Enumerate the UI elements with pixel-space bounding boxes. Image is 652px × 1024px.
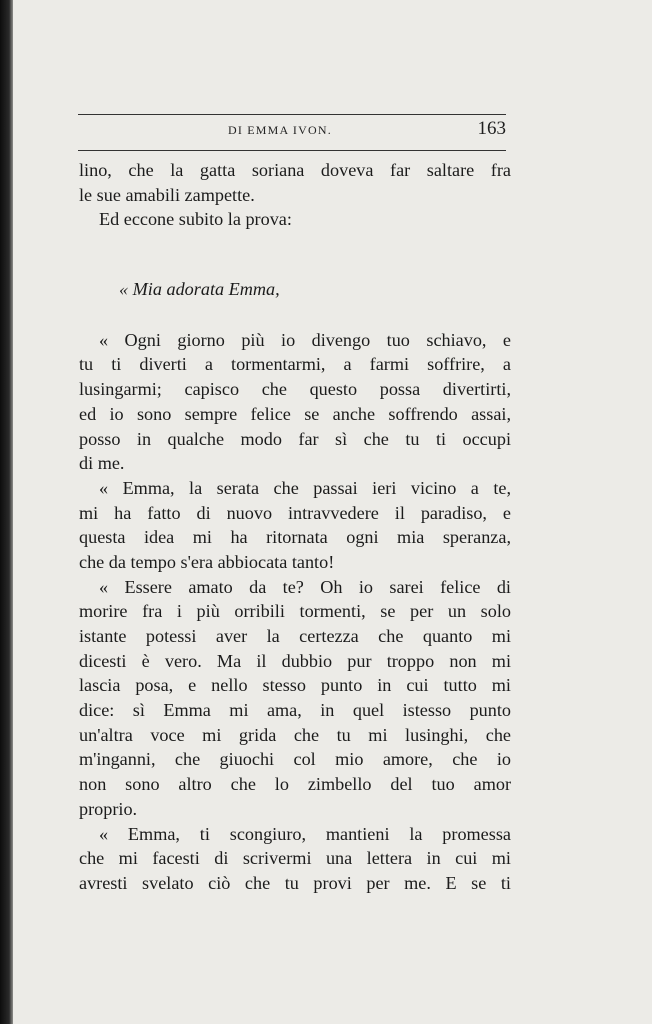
text-line: « Emma, ti scongiuro, mantieni la promessa: [99, 823, 511, 844]
text-line: « Ogni giorno più io divengo tuo schiavo, e: [99, 329, 511, 350]
page-number: 163: [477, 118, 506, 139]
text-line: tu ti diverti a tormentarmi, a farmi soffrire, a: [79, 354, 511, 375]
spacer: [79, 232, 511, 277]
text-line: avresti svelato ciò che tu provi per me. E se ti: [79, 872, 511, 893]
paragraph-3: [79, 328, 511, 476]
spacer: [79, 302, 511, 328]
paragraph-5: [79, 575, 511, 822]
salutation-line: « Mia adorata Emma,: [119, 279, 280, 300]
text-line: dice: sì Emma mi ama, in quel istesso punto: [79, 700, 511, 721]
text-line: le sue amabili zampette.: [79, 184, 255, 205]
text-line: morire fra i più orribili tormenti, se per un solo: [79, 601, 511, 622]
text-line: « Emma, la serata che passai ieri vicino a te,: [99, 477, 511, 498]
text-line: Ed eccone subito la prova:: [99, 209, 292, 230]
text-line: che da tempo s'era abbiocata tanto!: [79, 551, 335, 572]
text-line: ed io sono sempre felice se anche soffrendo assai,: [79, 403, 511, 424]
running-head: [78, 118, 506, 144]
header-rule-top: [78, 114, 506, 115]
text-line: che mi facesti di scrivermi una lettera in cui mi: [79, 848, 511, 869]
text-line: dicesti è vero. Ma il dubbio pur troppo non mi: [79, 650, 511, 671]
body-text: [79, 158, 511, 896]
text-line: proprio.: [79, 798, 138, 819]
paragraph-4: [79, 476, 511, 575]
text-line: istante potessi aver la certezza che quanto mi: [79, 626, 511, 646]
book-spine-shadow: [0, 0, 13, 1024]
paragraph-6: [79, 822, 511, 896]
header-rule-bottom: [78, 150, 506, 151]
text-line: lascia posa, e nello stesso punto in cui tutto mi: [79, 675, 511, 696]
text-line: lusingarmi; capisco che questo possa divertirti,: [79, 379, 511, 400]
text-line: non sono altro che lo zimbello del tuo amor: [79, 774, 511, 795]
text-line: lino, che la gatta soriana doveva far saltare fra: [79, 160, 511, 180]
text-line: m'inganni, che giuochi col mio amore, che io: [79, 749, 511, 770]
text-line: questa idea mi ha ritornata ogni mia speranza,: [79, 527, 511, 548]
text-line: posso in qualche modo far sì che tu ti occupi: [79, 428, 511, 449]
text-line: un'altra voce mi grida che tu mi lusinghi, che: [79, 724, 511, 745]
text-line: di me.: [79, 453, 125, 474]
paragraph-1: [79, 158, 511, 207]
text-line: mi ha fatto di nuovo intravvedere il paradiso, e: [79, 502, 511, 523]
letter-salutation: [79, 277, 511, 302]
paragraph-2: [79, 207, 511, 232]
text-line: « Essere amato da te? Oh io sarei felice di: [99, 576, 511, 597]
running-title: DI EMMA IVON.: [228, 123, 332, 137]
